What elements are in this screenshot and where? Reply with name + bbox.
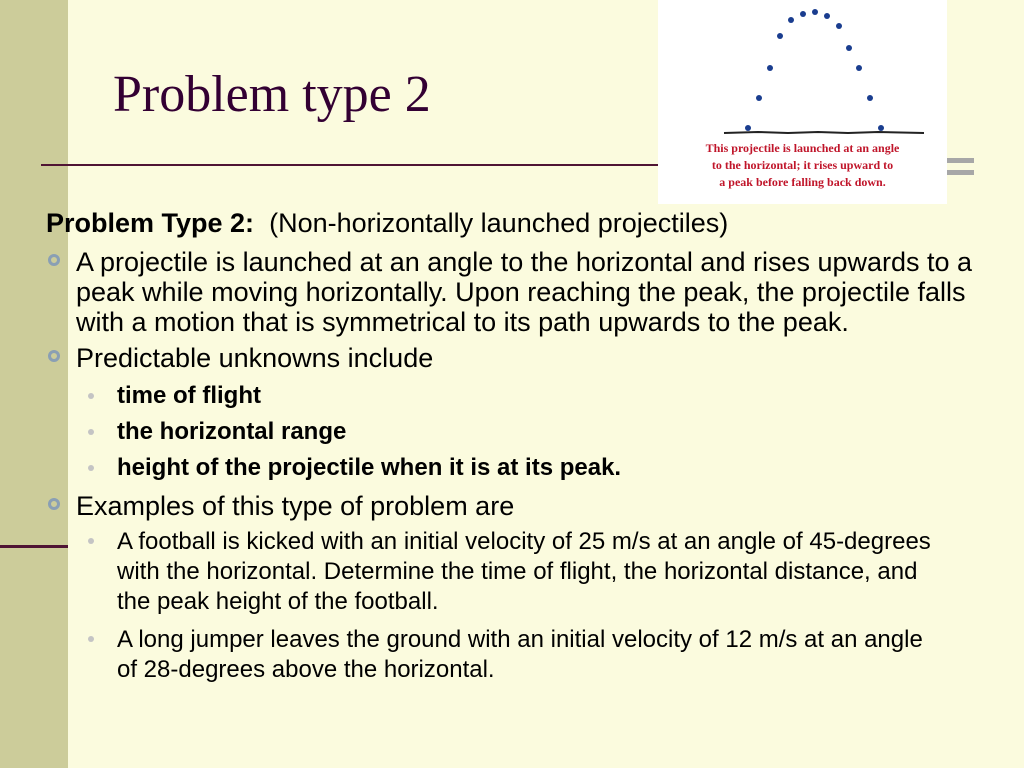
dot-bullet-icon [88, 393, 94, 399]
ground-line [724, 132, 924, 133]
ring-bullet-icon [48, 350, 60, 362]
unknown-text: height of the projectile when it is at its peak. [117, 454, 622, 481]
dot-bullet-icon [88, 465, 94, 471]
bullet-text: Predictable unknowns include [76, 343, 434, 373]
dot-bullet-icon [88, 429, 94, 435]
title-underline [41, 164, 660, 166]
figure-caption [658, 140, 947, 191]
heading-label: Problem Type 2: [46, 208, 255, 238]
decorative-stripes [944, 158, 974, 178]
ring-bullet-icon [48, 254, 60, 266]
slide-title: Problem type 2 [113, 66, 431, 123]
caption-line-2: to the horizontal; it rises upward to [711, 158, 894, 172]
bullet-unknowns [46, 343, 996, 373]
unknown-item [46, 451, 996, 485]
trajectory-dots [745, 9, 884, 131]
example-item [46, 527, 996, 617]
example-text: A long jumper leaves the ground with an initial velocity of 12 m/s at an angle of 28-degrees above the horizontal. [117, 626, 923, 683]
ring-bullet-icon [48, 498, 60, 510]
caption-line-3: a peak before falling back down. [719, 175, 886, 189]
example-item [46, 625, 996, 685]
heading-description: (Non-horizontally launched projectiles) [269, 208, 729, 238]
slide-body [46, 208, 996, 689]
bullet-examples [46, 491, 996, 521]
unknown-text: the horizontal range [117, 418, 347, 445]
dot-bullet-icon [88, 636, 94, 642]
problem-type-heading [46, 208, 996, 239]
bullet-text: Examples of this type of problem are [76, 491, 515, 521]
bullet-text: A projectile is launched at an angle to the horizontal and rises upwards to a peak while moving horizontally. Upon reaching the peak, the projectile falls with a motion that is symmetrical to its path upwards to the peak. [76, 247, 973, 337]
example-text: A football is kicked with an initial velocity of 25 m/s at an angle of 45-degrees with the horizontal. Determine the time of flight, the horizontal distance, and the peak height of the football. [117, 528, 931, 615]
bullet-description [46, 247, 996, 337]
unknown-text: time of flight [117, 382, 261, 409]
caption-line-1: This projectile is launched at an angle [705, 141, 900, 155]
projectile-figure [658, 0, 947, 204]
dot-bullet-icon [88, 538, 94, 544]
unknown-item [46, 379, 996, 413]
unknown-item [46, 415, 996, 449]
